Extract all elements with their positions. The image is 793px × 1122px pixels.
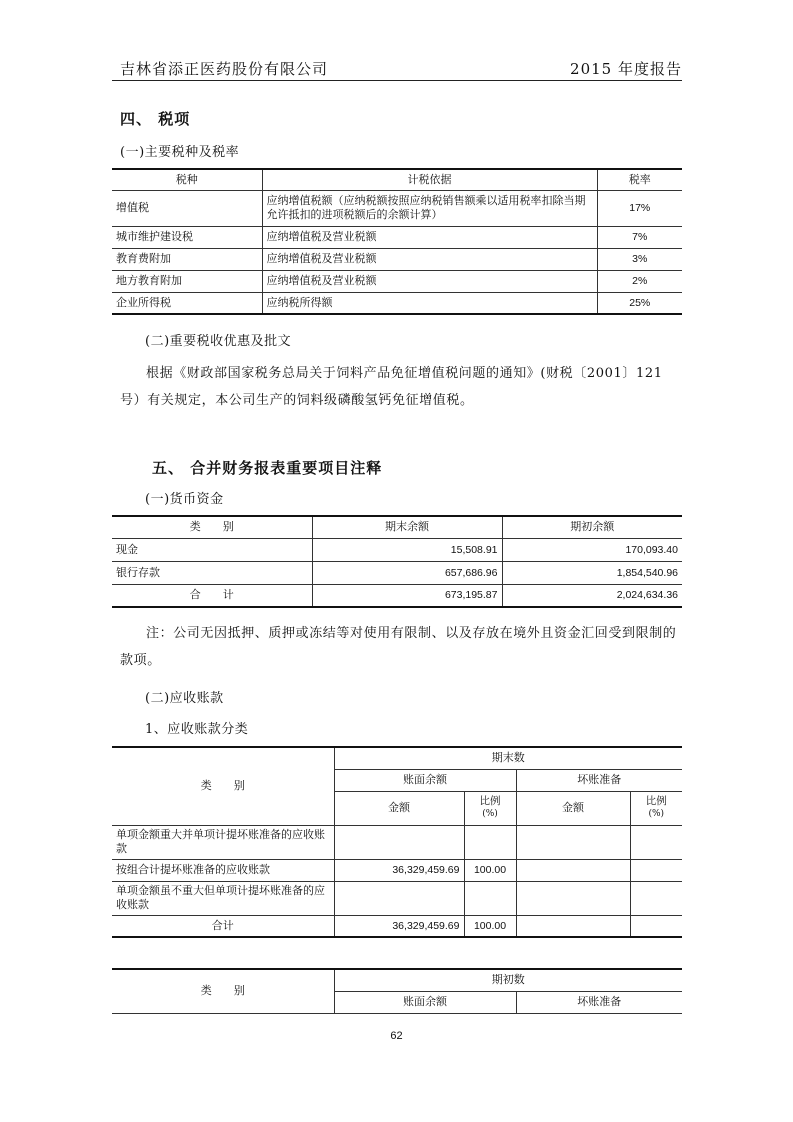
cell [516,825,630,859]
table-row [112,561,682,584]
cell: 合 计 [112,584,312,607]
section-5-sub1: (一)货币资金 [145,492,224,507]
header-category: 类 别 [112,747,334,825]
cell: 应纳增值税及营业税额 [262,248,597,270]
table-row [112,516,682,538]
header-period: 期末数 [334,747,682,769]
cell: 单项金额虽不重大但单项计提坏账准备的应收账款 [112,881,334,915]
cell: 100.00 [464,859,516,881]
page-number: 62 [390,1030,403,1042]
cell: 36,329,459.69 [334,859,464,881]
table-row [112,825,682,859]
table-row [112,270,682,292]
cash-table [112,515,682,608]
header-closing-balance: 期末余额 [312,516,502,538]
header-bad-debt: 坏账准备 [516,991,682,1013]
header-category: 类 别 [112,969,334,1013]
cell: 应纳增值税及营业税额 [262,226,597,248]
cell: 7% [597,226,682,248]
cell: 单项金额重大并单项计提坏账准备的应收账款 [112,825,334,859]
header-bad-debt: 坏账准备 [516,769,682,791]
cell: 企业所得税 [112,292,262,314]
section-5-sub2: (二)应收账款 [145,691,224,706]
table-row [112,248,682,270]
cell: 17% [597,190,682,226]
cell: 地方教育附加 [112,270,262,292]
header-tax-type: 税种 [112,169,262,190]
section-5-sub2-1: 1、应收账款分类 [145,722,249,737]
cell: 170,093.40 [502,538,682,561]
table-row [112,538,682,561]
cell: 银行存款 [112,561,312,584]
header-divider [112,80,682,81]
cell [630,859,682,881]
ratio-unit: (%) [482,809,498,819]
cell [630,915,682,937]
tax-table [112,168,682,315]
cell: 25% [597,292,682,314]
cell [464,881,516,915]
table-row [112,292,682,314]
section-4-sub1: (一)主要税种及税率 [120,145,240,160]
table-row [112,881,682,915]
cell: 教育费附加 [112,248,262,270]
header-period: 期初数 [334,969,682,991]
cell: 657,686.96 [312,561,502,584]
cell: 应纳税所得额 [262,292,597,314]
cell [516,915,630,937]
cell [630,881,682,915]
header-category: 类 别 [112,516,312,538]
table-row [112,169,682,190]
report-title: 2015 年度报告 [570,60,682,78]
header-amount: 金额 [516,791,630,825]
cell [464,825,516,859]
header-tax-rate: 税率 [597,169,682,190]
header-book-balance: 账面余额 [334,769,516,791]
cell: 36,329,459.69 [334,915,464,937]
header-opening-balance: 期初余额 [502,516,682,538]
table-row [112,747,682,769]
cell [516,881,630,915]
cell [630,825,682,859]
cash-note: 注：公司无因抵押、质押或冻结等对使用有限制、以及存放在境外且资金汇回受到限制的款项。 [120,626,677,668]
cell: 2% [597,270,682,292]
header-amount: 金额 [334,791,464,825]
receivables-table-closing [112,746,682,938]
cell: 15,508.91 [312,538,502,561]
section-5-title: 五、 合并财务报表重要项目注释 [152,459,383,477]
table-row [112,584,682,607]
cell: 1,854,540.96 [502,561,682,584]
cell [516,859,630,881]
company-name: 吉林省添正医药股份有限公司 [120,60,329,78]
table-row [112,859,682,881]
tax-policy-paragraph: 根据《财政部国家税务总局关于饲料产品免征增值税问题的通知》(财税〔2001〕121号）有关规定，本公司生产的饲料级磷酸氢钙免征增值税。 [120,366,663,408]
cell: 增值税 [112,190,262,226]
cell: 城市维护建设税 [112,226,262,248]
section-4-title: 四、 税项 [120,110,191,128]
header-ratio [630,791,682,825]
cell: 100.00 [464,915,516,937]
cell [334,825,464,859]
table-row [112,226,682,248]
header-tax-basis: 计税依据 [262,169,597,190]
header-book-balance: 账面余额 [334,991,516,1013]
table-row [112,190,682,226]
header-ratio [464,791,516,825]
receivables-table-opening [112,968,682,1014]
cell: 按组合计提坏账准备的应收账款 [112,859,334,881]
cell: 3% [597,248,682,270]
cell: 应纳增值税额（应纳税额按照应纳税销售额乘以适用税率扣除当期允许抵扣的进项税额后的余额计算） [262,190,597,226]
table-row [112,915,682,937]
ratio-label: 比例 [479,795,501,807]
ratio-label: 比例 [645,795,667,807]
table-row [112,969,682,991]
cell: 合计 [112,915,334,937]
cell: 现金 [112,538,312,561]
cell: 应纳增值税及营业税额 [262,270,597,292]
cell: 2,024,634.36 [502,584,682,607]
section-4-sub2: (二)重要税收优惠及批文 [145,334,292,349]
cell: 673,195.87 [312,584,502,607]
cell [334,881,464,915]
ratio-unit: (%) [648,809,665,819]
